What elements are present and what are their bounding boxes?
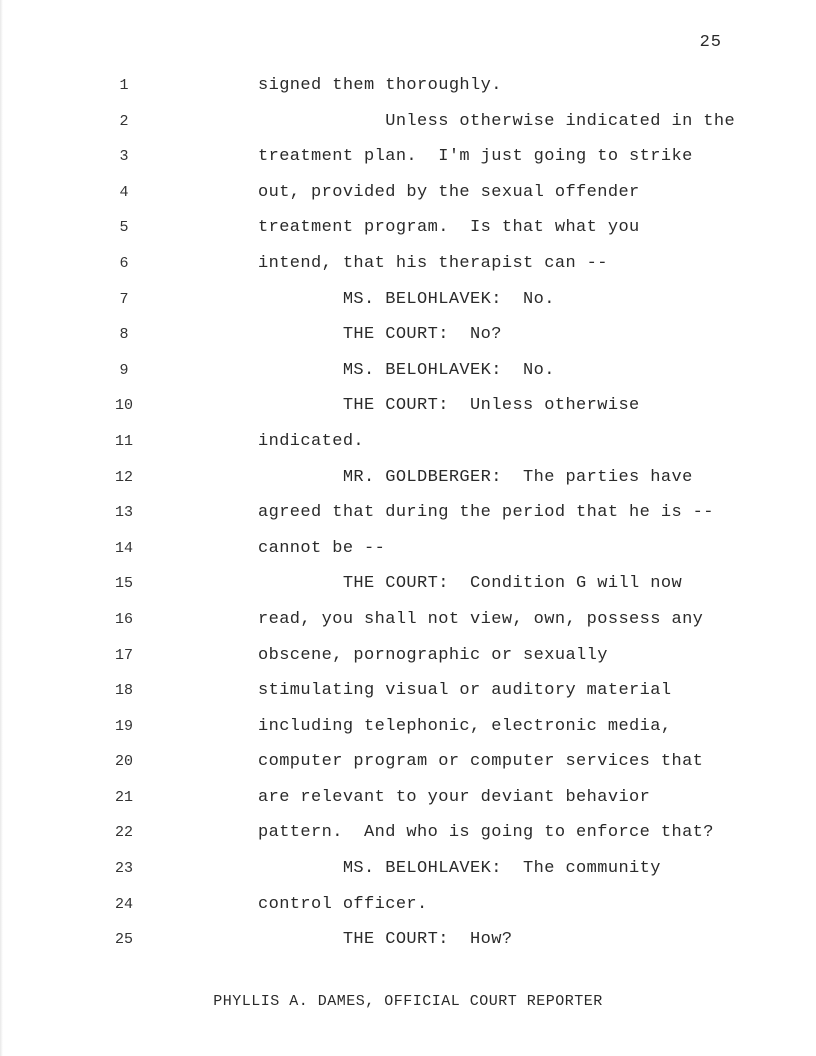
line-text: computer program or computer services that bbox=[258, 752, 704, 772]
transcript-line bbox=[0, 495, 816, 531]
line-number: 6 bbox=[119, 254, 129, 272]
line-number: 15 bbox=[114, 575, 133, 593]
line-number: 9 bbox=[119, 361, 129, 379]
line-text: are relevant to your deviant behavior bbox=[258, 787, 651, 807]
transcript-line bbox=[0, 744, 816, 780]
line-number: 8 bbox=[119, 326, 129, 344]
line-text: control officer. bbox=[258, 894, 428, 914]
line-number: 12 bbox=[114, 468, 133, 486]
line-text: including telephonic, electronic media, bbox=[258, 716, 672, 736]
line-text: obscene, pornographic or sexually bbox=[258, 645, 608, 665]
line-number: 11 bbox=[114, 432, 133, 450]
line-number: 1 bbox=[119, 77, 129, 94]
line-text: read, you shall not view, own, possess any bbox=[258, 609, 704, 629]
line-text: treatment program. Is that what you bbox=[258, 218, 640, 238]
line-text: THE COURT: Unless otherwise bbox=[258, 396, 640, 416]
transcript-body bbox=[0, 68, 816, 958]
line-text: stimulating visual or auditory material bbox=[258, 681, 672, 701]
line-number: 23 bbox=[114, 860, 133, 878]
line-text: treatment plan. I'm just going to strike bbox=[258, 147, 693, 167]
transcript-line bbox=[0, 68, 816, 104]
line-number: 18 bbox=[114, 682, 133, 700]
line-number: 10 bbox=[114, 397, 133, 415]
line-text: MS. BELOHLAVEK: No. bbox=[258, 360, 555, 380]
line-number: 22 bbox=[114, 824, 133, 842]
line-number: 16 bbox=[114, 610, 133, 628]
line-number: 4 bbox=[119, 183, 129, 201]
line-number: 13 bbox=[114, 504, 133, 522]
transcript-line bbox=[0, 922, 816, 958]
line-text: THE COURT: No? bbox=[258, 325, 502, 345]
transcript-line bbox=[0, 780, 816, 816]
line-text: MS. BELOHLAVEK: No. bbox=[258, 289, 555, 309]
line-text: Unless otherwise indicated in the bbox=[258, 111, 736, 131]
line-number: 14 bbox=[114, 539, 133, 557]
line-number: 20 bbox=[114, 753, 133, 771]
transcript-line bbox=[0, 531, 816, 567]
transcript-line bbox=[0, 851, 816, 887]
line-text: agreed that during the period that he is -- bbox=[258, 503, 714, 523]
transcript-line bbox=[0, 282, 816, 318]
line-number: 19 bbox=[114, 717, 133, 735]
line-number: 7 bbox=[119, 290, 129, 308]
transcript-line bbox=[0, 709, 816, 745]
court-reporter-footer: PHYLLIS A. DAMES, OFFICIAL COURT REPORTER bbox=[213, 993, 603, 1010]
line-text: MR. GOLDBERGER: The parties have bbox=[258, 467, 693, 487]
line-number: 24 bbox=[114, 895, 133, 913]
page-number: 25 bbox=[699, 33, 722, 52]
line-number: 21 bbox=[114, 788, 133, 806]
transcript-line bbox=[0, 139, 816, 175]
line-text: MS. BELOHLAVEK: The community bbox=[258, 859, 661, 879]
line-number: 3 bbox=[119, 148, 129, 166]
transcript-line bbox=[0, 815, 816, 851]
line-text: THE COURT: Condition G will now bbox=[258, 574, 683, 594]
transcript-line bbox=[0, 424, 816, 460]
line-number: 17 bbox=[114, 646, 133, 664]
line-text: signed them thoroughly. bbox=[258, 76, 502, 95]
transcript-line bbox=[0, 246, 816, 282]
transcript-line bbox=[0, 638, 816, 674]
line-number: 25 bbox=[114, 931, 133, 949]
transcript-line bbox=[0, 210, 816, 246]
line-number: 2 bbox=[119, 112, 129, 130]
transcript-line bbox=[0, 460, 816, 496]
line-text: indicated. bbox=[258, 431, 365, 451]
line-number: 5 bbox=[119, 219, 129, 237]
line-text: intend, that his therapist can -- bbox=[258, 253, 608, 273]
line-text: cannot be -- bbox=[258, 538, 386, 558]
transcript-line bbox=[0, 317, 816, 353]
transcript-line bbox=[0, 887, 816, 923]
transcript-line bbox=[0, 673, 816, 709]
line-text: THE COURT: How? bbox=[258, 930, 513, 950]
transcript-line bbox=[0, 353, 816, 389]
line-text: out, provided by the sexual offender bbox=[258, 182, 640, 202]
transcript-line bbox=[0, 104, 816, 140]
transcript-line bbox=[0, 388, 816, 424]
transcript-line bbox=[0, 566, 816, 602]
line-text: pattern. And who is going to enforce that? bbox=[258, 823, 714, 843]
transcript-line bbox=[0, 175, 816, 211]
transcript-line bbox=[0, 602, 816, 638]
